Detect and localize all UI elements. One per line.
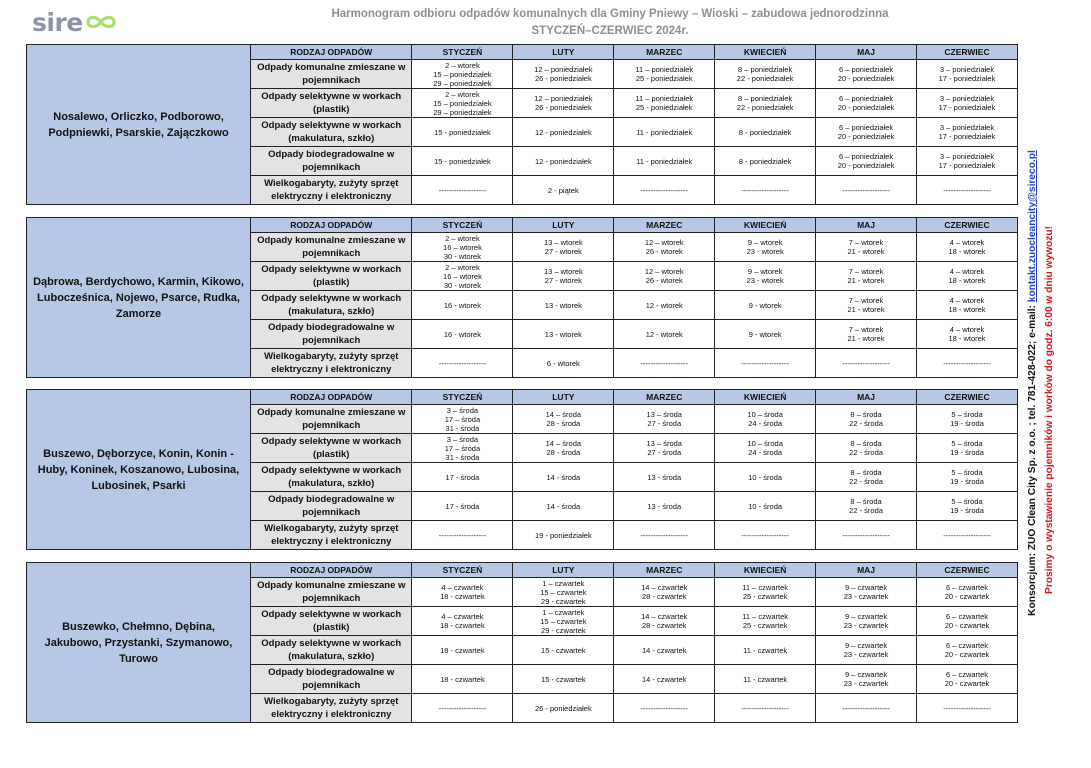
waste-type-cell: Odpady biodegradowalne w pojemnikach	[251, 320, 412, 349]
column-header: MARZEC	[614, 563, 715, 578]
date-cell: -------------------	[715, 176, 816, 205]
waste-type-cell: Odpady selektywne w workach (plastik)	[251, 607, 412, 636]
date-cell: 6 – poniedziałek 20 - poniedziałek	[816, 60, 917, 89]
schedule-table	[26, 217, 1018, 378]
column-header: STYCZEŃ	[412, 218, 513, 233]
column-header: RODZAJ ODPADÓW	[251, 45, 412, 60]
sireco-logo	[32, 6, 118, 38]
date-cell: 3 – poniedziałek 17 - poniedziałek	[917, 89, 1018, 118]
date-cell: 8 – środa 22 - środa	[816, 405, 917, 434]
date-cell: 14 – czwartek 28 - czwartek	[614, 578, 715, 607]
schedule-table	[26, 389, 1018, 550]
waste-type-cell: Odpady komunalne zmieszane w pojemnikach	[251, 233, 412, 262]
column-header: MARZEC	[614, 218, 715, 233]
date-cell: 7 – wtorek 21 - wtorek	[816, 262, 917, 291]
date-cell: 12 – poniedziałek 26 - poniedziałek	[513, 89, 614, 118]
date-cell: 9 – czwartek 23 - czwartek	[816, 607, 917, 636]
waste-type-cell: Wielkogabaryty, zużyty sprzęt elektryczny i elektroniczny	[251, 521, 412, 550]
date-cell: -------------------	[816, 349, 917, 378]
date-cell: 9 – wtorek 23 - wtorek	[715, 262, 816, 291]
date-cell: 12 – wtorek 26 - wtorek	[614, 262, 715, 291]
column-header: CZERWIEC	[917, 390, 1018, 405]
date-cell: -------------------	[816, 694, 917, 723]
date-cell: 6 – czwartek 20 - czwartek	[917, 607, 1018, 636]
date-cell: -------------------	[917, 694, 1018, 723]
date-cell: 2 – wtorek 15 – poniedziałek 29 – poniedziałek	[412, 60, 513, 89]
date-cell: 10 – środa 24 - środa	[715, 434, 816, 463]
contact-info: Konsorcjum: ZUO Clean City Sp. z o.o. ; tel. 781-428-022; e-mail:	[1027, 302, 1038, 616]
column-header: MAJ	[816, 45, 917, 60]
date-cell: 7 – wtorek 21 - wtorek	[816, 291, 917, 320]
date-cell: -------------------	[715, 521, 816, 550]
waste-type-cell: Odpady selektywne w workach (plastik)	[251, 262, 412, 291]
date-cell: 17 - środa	[412, 492, 513, 521]
date-cell: 11 – czwartek 25 - czwartek	[715, 578, 816, 607]
column-header: STYCZEŃ	[412, 563, 513, 578]
column-header: CZERWIEC	[917, 218, 1018, 233]
logo-text: sire	[32, 7, 83, 37]
schedule-table	[26, 44, 1018, 205]
date-cell: -------------------	[917, 521, 1018, 550]
date-cell: -------------------	[614, 176, 715, 205]
date-cell: 13 - środa	[614, 492, 715, 521]
date-cell: 5 – środa 19 - środa	[917, 434, 1018, 463]
date-cell: 19 - poniedziałek	[513, 521, 614, 550]
date-cell: 7 – wtorek 21 - wtorek	[816, 233, 917, 262]
waste-type-cell: Odpady selektywne w workach (makulatura, szkło)	[251, 463, 412, 492]
date-cell: 12 - wtorek	[614, 320, 715, 349]
date-cell: 13 – wtorek 27 - wtorek	[513, 233, 614, 262]
waste-type-cell: Odpady komunalne zmieszane w pojemnikach	[251, 60, 412, 89]
date-cell: 16 - wtorek	[412, 320, 513, 349]
column-header: CZERWIEC	[917, 45, 1018, 60]
column-header: MAJ	[816, 218, 917, 233]
date-cell: 11 – poniedziałek 25 - poniedziałek	[614, 60, 715, 89]
date-cell: -------------------	[412, 349, 513, 378]
date-cell: 11 - czwartek	[715, 636, 816, 665]
date-cell: 14 - czwartek	[614, 636, 715, 665]
date-cell: -------------------	[412, 521, 513, 550]
waste-type-cell: Odpady komunalne zmieszane w pojemnikach	[251, 578, 412, 607]
date-cell: 8 – środa 22 - środa	[816, 434, 917, 463]
date-cell: -------------------	[412, 694, 513, 723]
date-cell: 12 - poniedziałek	[513, 147, 614, 176]
contact-sidebar	[1024, 127, 1042, 639]
column-header: KWIECIEŃ	[715, 218, 816, 233]
column-header: KWIECIEŃ	[715, 390, 816, 405]
collection-notice: Prosimy o wystawienie pojemników i worków do godz. 6:00 w dniu wywozu!	[1044, 226, 1055, 594]
date-cell: 2 – wtorek 16 – wtorek 30 - wtorek	[412, 233, 513, 262]
column-header: RODZAJ ODPADÓW	[251, 218, 412, 233]
date-cell: 17 - środa	[412, 463, 513, 492]
header-row	[27, 563, 1018, 578]
column-header: LUTY	[513, 563, 614, 578]
column-header: MAJ	[816, 563, 917, 578]
date-cell: 13 – wtorek 27 - wtorek	[513, 262, 614, 291]
date-cell: 2 – wtorek 15 – poniedziałek 29 – poniedziałek	[412, 89, 513, 118]
date-cell: 9 - wtorek	[715, 291, 816, 320]
date-cell: 8 – poniedziałek 22 - poniedziałek	[715, 89, 816, 118]
header-row	[27, 218, 1018, 233]
date-cell: 9 - wtorek	[715, 320, 816, 349]
column-header: CZERWIEC	[917, 563, 1018, 578]
date-cell: -------------------	[614, 694, 715, 723]
waste-type-cell: Odpady selektywne w workach (plastik)	[251, 434, 412, 463]
date-cell: 6 – poniedziałek 20 - poniedziałek	[816, 118, 917, 147]
date-cell: -------------------	[816, 176, 917, 205]
date-cell: 3 – poniedziałek 17 - poniedziałek	[917, 60, 1018, 89]
date-cell: 9 – wtorek 23 - wtorek	[715, 233, 816, 262]
date-cell: 14 - środa	[513, 492, 614, 521]
date-cell: 9 – czwartek 23 - czwartek	[816, 665, 917, 694]
date-cell: 3 – poniedziałek 17 - poniedziałek	[917, 118, 1018, 147]
waste-type-cell: Odpady selektywne w workach (makulatura, szkło)	[251, 636, 412, 665]
date-cell: 15 - poniedziałek	[412, 147, 513, 176]
date-cell: 6 – czwartek 20 - czwartek	[917, 578, 1018, 607]
date-cell: 16 - wtorek	[412, 291, 513, 320]
date-cell: 11 – poniedziałek 25 - poniedziałek	[614, 89, 715, 118]
date-cell: 5 – środa 19 - środa	[917, 405, 1018, 434]
waste-type-cell: Odpady selektywne w workach (makulatura, szkło)	[251, 118, 412, 147]
date-cell: 4 – czwartek 18 - czwartek	[412, 607, 513, 636]
locations-cell: Buszewo, Dęborzyce, Konin, Konin - Huby, Koninek, Koszanowo, Lubosina, Lubosinek, Psarki	[27, 390, 251, 550]
date-cell: 3 – środa 17 – środa 31 - środa	[412, 434, 513, 463]
date-cell: 13 - środa	[614, 463, 715, 492]
column-header: RODZAJ ODPADÓW	[251, 390, 412, 405]
date-cell: 12 - poniedziałek	[513, 118, 614, 147]
date-cell: 2 – wtorek 16 – wtorek 30 - wtorek	[412, 262, 513, 291]
date-cell: 12 – poniedziałek 26 - poniedziałek	[513, 60, 614, 89]
header-row	[27, 45, 1018, 60]
date-cell: 1 – czwartek 15 – czwartek 29 - czwartek	[513, 607, 614, 636]
date-cell: 8 – środa 22 - środa	[816, 492, 917, 521]
waste-type-cell: Odpady selektywne w workach (plastik)	[251, 89, 412, 118]
date-cell: 4 – czwartek 18 - czwartek	[412, 578, 513, 607]
waste-type-cell: Odpady biodegradowalne w pojemnikach	[251, 492, 412, 521]
date-cell: 14 – środa 28 - środa	[513, 405, 614, 434]
date-cell: 4 – wtorek 18 - wtorek	[917, 233, 1018, 262]
date-cell: -------------------	[917, 176, 1018, 205]
date-cell: -------------------	[715, 349, 816, 378]
page-subtitle: STYCZEŃ–CZERWIEC 2024r.	[531, 25, 689, 37]
waste-type-cell: Wielkogabaryty, zużyty sprzęt elektryczny i elektroniczny	[251, 694, 412, 723]
date-cell: 2 - piątek	[513, 176, 614, 205]
date-cell: 8 – środa 22 - środa	[816, 463, 917, 492]
date-cell: 15 - czwartek	[513, 636, 614, 665]
date-cell: -------------------	[614, 349, 715, 378]
page-title: Harmonogram odbioru odpadów komunalnych dla Gminy Pniewy – Wioski – zabudowa jednorodzinna	[331, 8, 889, 20]
date-cell: 11 - poniedziałek	[614, 118, 715, 147]
column-header: LUTY	[513, 218, 614, 233]
schedule-block	[26, 389, 1018, 550]
date-cell: 3 – środa 17 – środa 31 - środa	[412, 405, 513, 434]
date-cell: 6 – czwartek 20 - czwartek	[917, 636, 1018, 665]
column-header: MARZEC	[614, 390, 715, 405]
date-cell: 15 - poniedziałek	[412, 118, 513, 147]
date-cell: 6 – czwartek 20 - czwartek	[917, 665, 1018, 694]
column-header: KWIECIEŃ	[715, 563, 816, 578]
date-cell: 10 - środa	[715, 492, 816, 521]
waste-type-cell: Odpady komunalne zmieszane w pojemnikach	[251, 405, 412, 434]
column-header: LUTY	[513, 390, 614, 405]
date-cell: -------------------	[917, 349, 1018, 378]
column-header: RODZAJ ODPADÓW	[251, 563, 412, 578]
waste-type-cell: Odpady biodegradowalne w pojemnikach	[251, 147, 412, 176]
column-header: STYCZEŃ	[412, 45, 513, 60]
date-cell: 8 - poniedziałek	[715, 118, 816, 147]
date-cell: 18 - czwartek	[412, 636, 513, 665]
schedule-table	[26, 562, 1018, 723]
date-cell: 10 – środa 24 - środa	[715, 405, 816, 434]
date-cell: -------------------	[715, 694, 816, 723]
infinity-loop-icon	[84, 13, 118, 31]
date-cell: 4 – wtorek 18 - wtorek	[917, 320, 1018, 349]
column-header: LUTY	[513, 45, 614, 60]
date-cell: 8 – poniedziałek 22 - poniedziałek	[715, 60, 816, 89]
locations-cell: Buszewko, Chełmno, Dębina, Jakubowo, Przystanki, Szymanowo, Turowo	[27, 563, 251, 723]
column-header: STYCZEŃ	[412, 390, 513, 405]
date-cell: 6 – poniedziałek 20 - poniedziałek	[816, 89, 917, 118]
column-header: MAJ	[816, 390, 917, 405]
date-cell: 14 - czwartek	[614, 665, 715, 694]
date-cell: 9 – czwartek 23 - czwartek	[816, 636, 917, 665]
date-cell: -------------------	[816, 521, 917, 550]
waste-type-cell: Wielkogabaryty, zużyty sprzęt elektryczny i elektroniczny	[251, 349, 412, 378]
date-cell: 8 - poniedziałek	[715, 147, 816, 176]
date-cell: 9 – czwartek 23 - czwartek	[816, 578, 917, 607]
date-cell: 26 - poniedziałek	[513, 694, 614, 723]
date-cell: -------------------	[412, 176, 513, 205]
date-cell: 7 – wtorek 21 - wtorek	[816, 320, 917, 349]
locations-cell: Nosalewo, Orliczko, Podborowo, Podpniewki, Psarskie, Zajączkowo	[27, 45, 251, 205]
waste-type-cell: Wielkogabaryty, zużyty sprzęt elektryczny i elektroniczny	[251, 176, 412, 205]
locations-cell: Dąbrowa, Berdychowo, Karmin, Kikowo, Lubocześnica, Nojewo, Psarce, Rudka, Zamorze	[27, 218, 251, 378]
date-cell: 13 - wtorek	[513, 291, 614, 320]
schedule-block	[26, 217, 1018, 378]
schedule-block	[26, 562, 1018, 723]
header-row	[27, 390, 1018, 405]
date-cell: 14 - środa	[513, 463, 614, 492]
date-cell: 10 - środa	[715, 463, 816, 492]
date-cell: 6 – poniedziałek 20 - poniedziałek	[816, 147, 917, 176]
schedule-block	[26, 44, 1018, 205]
date-cell: 11 - czwartek	[715, 665, 816, 694]
date-cell: 3 – poniedziałek 17 - poniedziałek	[917, 147, 1018, 176]
waste-type-cell: Odpady selektywne w workach (makulatura, szkło)	[251, 291, 412, 320]
date-cell: 13 – środa 27 - środa	[614, 434, 715, 463]
column-header: MARZEC	[614, 45, 715, 60]
date-cell: 5 – środa 19 - środa	[917, 463, 1018, 492]
waste-type-cell: Odpady biodegradowalne w pojemnikach	[251, 665, 412, 694]
date-cell: 14 – środa 28 - środa	[513, 434, 614, 463]
date-cell: 15 - czwartek	[513, 665, 614, 694]
date-cell: 13 - wtorek	[513, 320, 614, 349]
date-cell: 14 – czwartek 28 - czwartek	[614, 607, 715, 636]
contact-email-link[interactable]: kontakt.zuocleancity@sireco.pl	[1027, 150, 1038, 303]
date-cell: 11 - poniedziałek	[614, 147, 715, 176]
date-cell: 11 – czwartek 25 - czwartek	[715, 607, 816, 636]
date-cell: 1 – czwartek 15 – czwartek 29 - czwartek	[513, 578, 614, 607]
date-cell: 4 – wtorek 18 - wtorek	[917, 291, 1018, 320]
column-header: KWIECIEŃ	[715, 45, 816, 60]
date-cell: -------------------	[614, 521, 715, 550]
date-cell: 12 - wtorek	[614, 291, 715, 320]
date-cell: 13 – środa 27 - środa	[614, 405, 715, 434]
date-cell: 4 – wtorek 18 - wtorek	[917, 262, 1018, 291]
date-cell: 5 – środa 19 - środa	[917, 492, 1018, 521]
date-cell: 6 - wtorek	[513, 349, 614, 378]
date-cell: 18 - czwartek	[412, 665, 513, 694]
date-cell: 12 – wtorek 26 - wtorek	[614, 233, 715, 262]
notice-sidebar	[1041, 180, 1059, 640]
